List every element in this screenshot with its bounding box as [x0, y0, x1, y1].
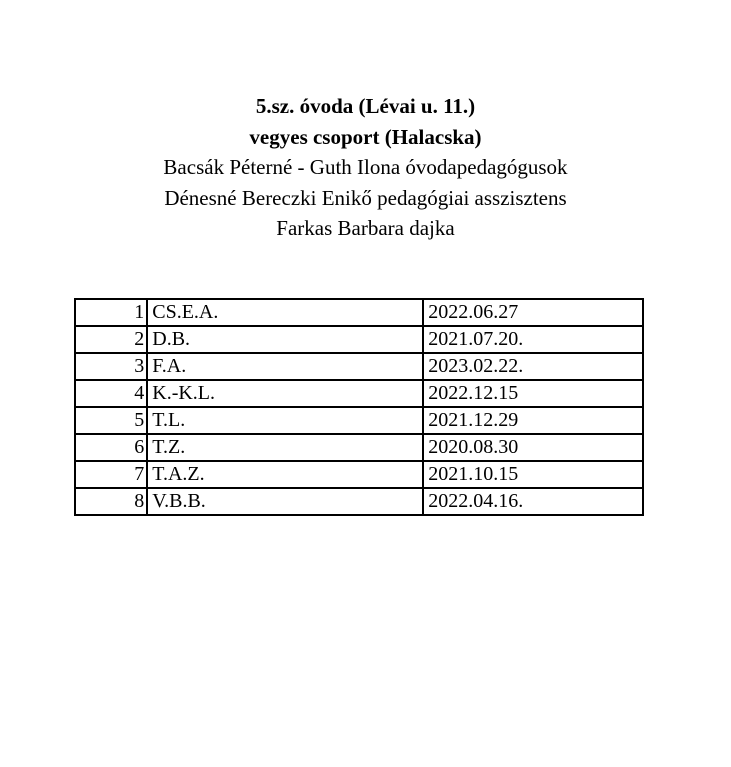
group-title: vegyes csoport (Halacska): [249, 124, 482, 149]
birth-date: 2023.02.22.: [423, 353, 643, 380]
child-initials: T.A.Z.: [147, 461, 423, 488]
child-initials: D.B.: [147, 326, 423, 353]
table-row: [75, 353, 643, 380]
child-initials: T.Z.: [147, 434, 423, 461]
assistant-line: Dénesné Bereczki Enikő pedagógiai asszisztens: [164, 185, 567, 210]
row-number: 2: [75, 326, 147, 353]
table-row: [75, 488, 643, 515]
table-row: [75, 434, 643, 461]
teachers-line: Bacsák Péterné - Guth Ilona óvodapedagógusok: [163, 155, 568, 179]
nanny-line: Farkas Barbara dajka: [276, 216, 455, 240]
birth-date: 2021.10.15: [423, 461, 643, 488]
birth-date: 2022.06.27: [423, 299, 643, 326]
table-row: [75, 380, 643, 407]
birth-date: 2021.07.20.: [423, 326, 643, 353]
birth-date: 2022.12.15: [423, 380, 643, 407]
row-number: 6: [75, 434, 147, 461]
row-number: 4: [75, 380, 147, 407]
children-table-body: [75, 299, 643, 515]
document-header: [0, 91, 731, 244]
table-row: [75, 461, 643, 488]
table-row: [75, 299, 643, 326]
table-row: [75, 407, 643, 434]
birth-date: 2021.12.29: [423, 407, 643, 434]
row-number: 5: [75, 407, 147, 434]
table-row: [75, 326, 643, 353]
child-initials: CS.E.A.: [147, 299, 423, 326]
row-number: 1: [75, 299, 147, 326]
birth-date: 2020.08.30: [423, 434, 643, 461]
institution-title: 5.sz. óvoda (Lévai u. 11.): [255, 94, 476, 118]
row-number: 7: [75, 461, 147, 488]
birth-date: 2022.04.16.: [423, 488, 643, 515]
child-initials: K.-K.L.: [147, 380, 423, 407]
row-number: 3: [75, 353, 147, 380]
row-number: 8: [75, 488, 147, 515]
child-initials: T.L.: [147, 407, 423, 434]
child-initials: V.B.B.: [147, 488, 423, 515]
children-table: [74, 298, 644, 516]
child-initials: F.A.: [147, 353, 423, 380]
